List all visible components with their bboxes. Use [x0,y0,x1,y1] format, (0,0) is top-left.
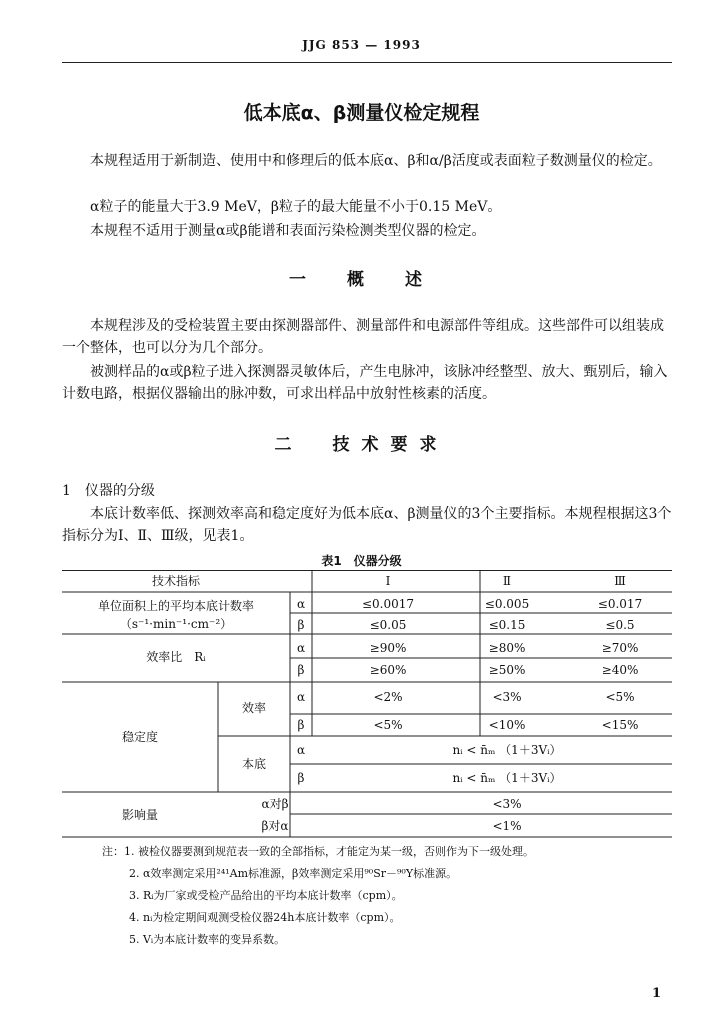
header-grade-1: Ⅰ [385,574,391,588]
stability-background-label: 本底 [241,757,267,771]
influence-alpha-on-beta-value: <3% [492,797,522,811]
influence-beta-on-alpha-symbol: β对α [261,819,289,833]
overview-paragraph-2: 被测样品的α或β粒子进入探测器灵敏体后，产生电脉冲，该脉冲经整型、放大、甄别后，输入计数电路，根据仪器输出的脉冲数，可求出样品中放射性核素的活度。 [62,364,668,402]
page-number: 1 [652,986,662,1001]
eff-alpha-grade-2: ≥80% [488,641,526,655]
bg-beta-grade-1: ≤0.05 [369,618,407,632]
stab-eff-alpha-grade-3: <5% [605,690,635,704]
table-note-3: 3. Rᵢ为厂家或受检产品给出的平均本底计数率（cpm）。 [129,889,403,902]
item-1-title: 1 仪器的分级 [62,483,155,499]
stab-bg-beta-symbol: β [297,771,305,785]
stab-bg-alpha-symbol: α [296,743,306,757]
header-indicator: 技术指标 [151,574,201,588]
section-heading-overview: 一 概 述 [289,270,434,290]
stab-eff-beta-grade-1: <5% [373,718,403,732]
table-note-4: 4. nᵢ为检定期间观测受检仪器24h本底计数率（cpm）。 [129,911,401,924]
item-1-paragraph: 本底计数率低、探测效率高和稳定度好为低本底α、β测量仪的3个主要指标。本规程根据这3个指标分为Ⅰ、Ⅱ、Ⅲ级，见表1。 [62,506,672,544]
stab-bg-beta-value: nᵢ < n̄ₘ （1＋3Vᵢ） [452,771,562,785]
stab-eff-alpha-grade-2: <3% [492,690,522,704]
eff-alpha-symbol: α [296,641,306,655]
bg-alpha-grade-3: ≤0.017 [597,597,643,611]
grading-table [62,570,672,960]
header-rule [62,62,672,63]
table-caption: 表1 仪器分级 [321,554,402,568]
eff-alpha-grade-1: ≥90% [369,641,407,655]
efficiency-ratio-label: 效率比 Rᵢ [146,650,206,664]
table-note-5: 5. Vᵢ为本底计数率的变异系数。 [129,933,286,946]
table-note-2: 2. α效率测定采用²⁴¹Am标准源，β效率测定采用⁹⁰Sr－⁹⁰Y标准源。 [129,867,458,880]
stab-eff-beta-symbol: β [297,718,305,732]
bg-rate-label: 单位面积上的平均本底计数率 [97,599,255,613]
intro-paragraph-2: α粒子的能量大于3.9 MeV，β粒子的最大能量不小于0.15 MeV。 [90,199,502,215]
overview-paragraph-1: 本规程涉及的受检装置主要由探测器部件、测量部件和电源部件等组成。这些部件可以组装成一个整体，也可以分为几个部分。 [62,318,664,356]
stability-efficiency-label: 效率 [241,701,267,715]
intro-paragraph-3: 本规程不适用于测量α或β能谱和表面污染检测类型仪器的检定。 [90,223,486,239]
table-note-1: 注：1. 被检仪器要测到规范表一致的全部指标，才能定为某一级，否则作为下一级处理。 [102,845,534,858]
stability-label: 稳定度 [121,730,159,744]
running-header: JJG 853 — 1993 [302,38,421,52]
eff-alpha-grade-3: ≥70% [601,641,639,655]
eff-beta-symbol: β [297,663,305,677]
bg-rate-unit: （s⁻¹·min⁻¹·cm⁻²） [119,617,233,631]
bg-alpha-symbol: α [296,597,306,611]
bg-beta-grade-3: ≤0.5 [605,618,635,632]
bg-alpha-grade-1: ≤0.0017 [361,597,415,611]
document-title: 低本底α、β测量仪检定规程 [243,102,480,124]
stab-eff-alpha-symbol: α [296,690,306,704]
influence-alpha-on-beta-symbol: α对β [261,797,289,811]
stab-eff-alpha-grade-1: <2% [373,690,403,704]
bg-alpha-grade-2: ≤0.005 [484,597,530,611]
eff-beta-grade-3: ≥40% [601,663,639,677]
stab-eff-beta-grade-3: <15% [601,718,639,732]
intro-paragraph-1: 本规程适用于新制造、使用中和修理后的低本底α、β和α/β活度或表面粒子数测量仪的检定。 [90,153,662,169]
influence-beta-on-alpha-value: <1% [492,819,522,833]
stab-bg-alpha-value: nᵢ < n̄ₘ （1＋3Vᵢ） [452,743,562,757]
header-grade-3: Ⅲ [614,574,626,588]
bg-beta-symbol: β [297,618,305,632]
eff-beta-grade-2: ≥50% [488,663,526,677]
stab-eff-beta-grade-2: <10% [488,718,526,732]
bg-beta-grade-2: ≤0.15 [488,618,526,632]
header-grade-2: Ⅱ [502,574,512,588]
eff-beta-grade-1: ≥60% [369,663,407,677]
influence-label: 影响量 [121,808,159,822]
section-heading-technical: 二 技术要求 [274,435,449,455]
